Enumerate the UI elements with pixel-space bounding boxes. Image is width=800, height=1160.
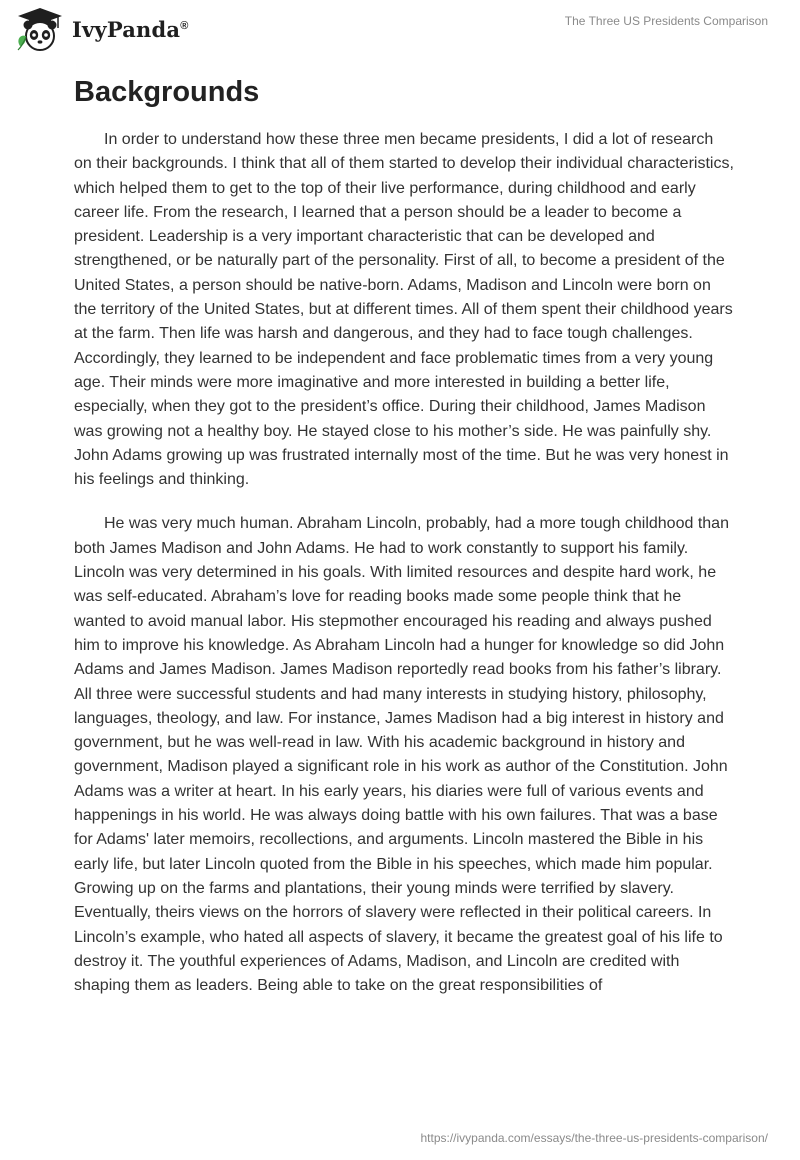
paragraph: In order to understand how these three men became presidents, I did a lot of research on their backgrounds. I think that all of them started to develop their individual characteristics, which helped them to get to the top of their live performance, during childhood and early career life. From the research, I learned that a person should be a leader to become a president. Leadership is a very important characteristic that can be developed and strengthened, or be naturally part of the personality. First of all, to become a president of the United States, a person should be native-born. Adams, Madison and Lincoln were born on the territory of the United States, but at different times. All of them spent their childhood years at the farm. Then life was harsh and dangerous, and they had to face tough challenges. Accordingly, they learned to be independent and face problematic times from a very young age. Their minds were more imaginative and more interested in building a better life, especially, when they got to the president’s office. During their childhood, James Madison was growing not a healthy boy. He stayed close to his mother’s side. He was painfully shy. John Adams growing up was frustrated internally most of the time. But he was very honest in his feelings and thinking. [74, 131, 734, 489]
source-url[interactable]: https://ivypanda.com/essays/the-three-us-presidents-comparison/ [420, 1131, 768, 1145]
ivypanda-logo[interactable] [14, 6, 189, 52]
panda-logo-icon [14, 6, 66, 52]
page-header [0, 0, 800, 60]
section-heading: Backgrounds [74, 76, 260, 108]
document-title: The Three US Presidents Comparison [564, 14, 768, 28]
paragraph: He was very much human. Abraham Lincoln, probably, had a more tough childhood than both James Madison and John Adams. He had to work constantly to support his family. Lincoln was very determined in his goals. With limited resources and despite hard work, he was self-educated. Abraham’s love for reading books made some people think that he wanted to avoid manual labor. His stepmother encouraged his reading and always pushed him to improve his knowledge. As Abraham Lincoln had a hunger for knowledge so did John Adams and James Madison. James Madison reportedly read books from his father’s library. All three were successful students and had many interests in studying history, philosophy, languages, theology, and law. For instance, James Madison had a big interest in history and government, but he was well-read in law. With his academic background in history and government, Madison played a significant role in his work as author of the Constitution. John Adams was a writer at heart. In his early years, his diaries were full of various events and happenings in his world. He was always doing battle with his own failures. That was a base for Adams' later memoirs, recollections, and arguments. Lincoln mastered the Bible in his early life, but later Lincoln quoted from the Bible in his speeches, which made him popular. Growing up on the farms and plantations, their young minds were terrified by slavery. Eventually, theirs views on the horrors of slavery were reflected in their political careers. In Lincoln’s example, who hated all aspects of slavery, it became the greatest goal of his life to destroy it. The youthful experiences of Adams, Madison, and Lincoln are credited with shaping them as leaders. Being able to take on the great responsibilities of [74, 515, 729, 995]
brand-name: IvyPanda® [72, 16, 189, 42]
article-body [74, 72, 734, 998]
